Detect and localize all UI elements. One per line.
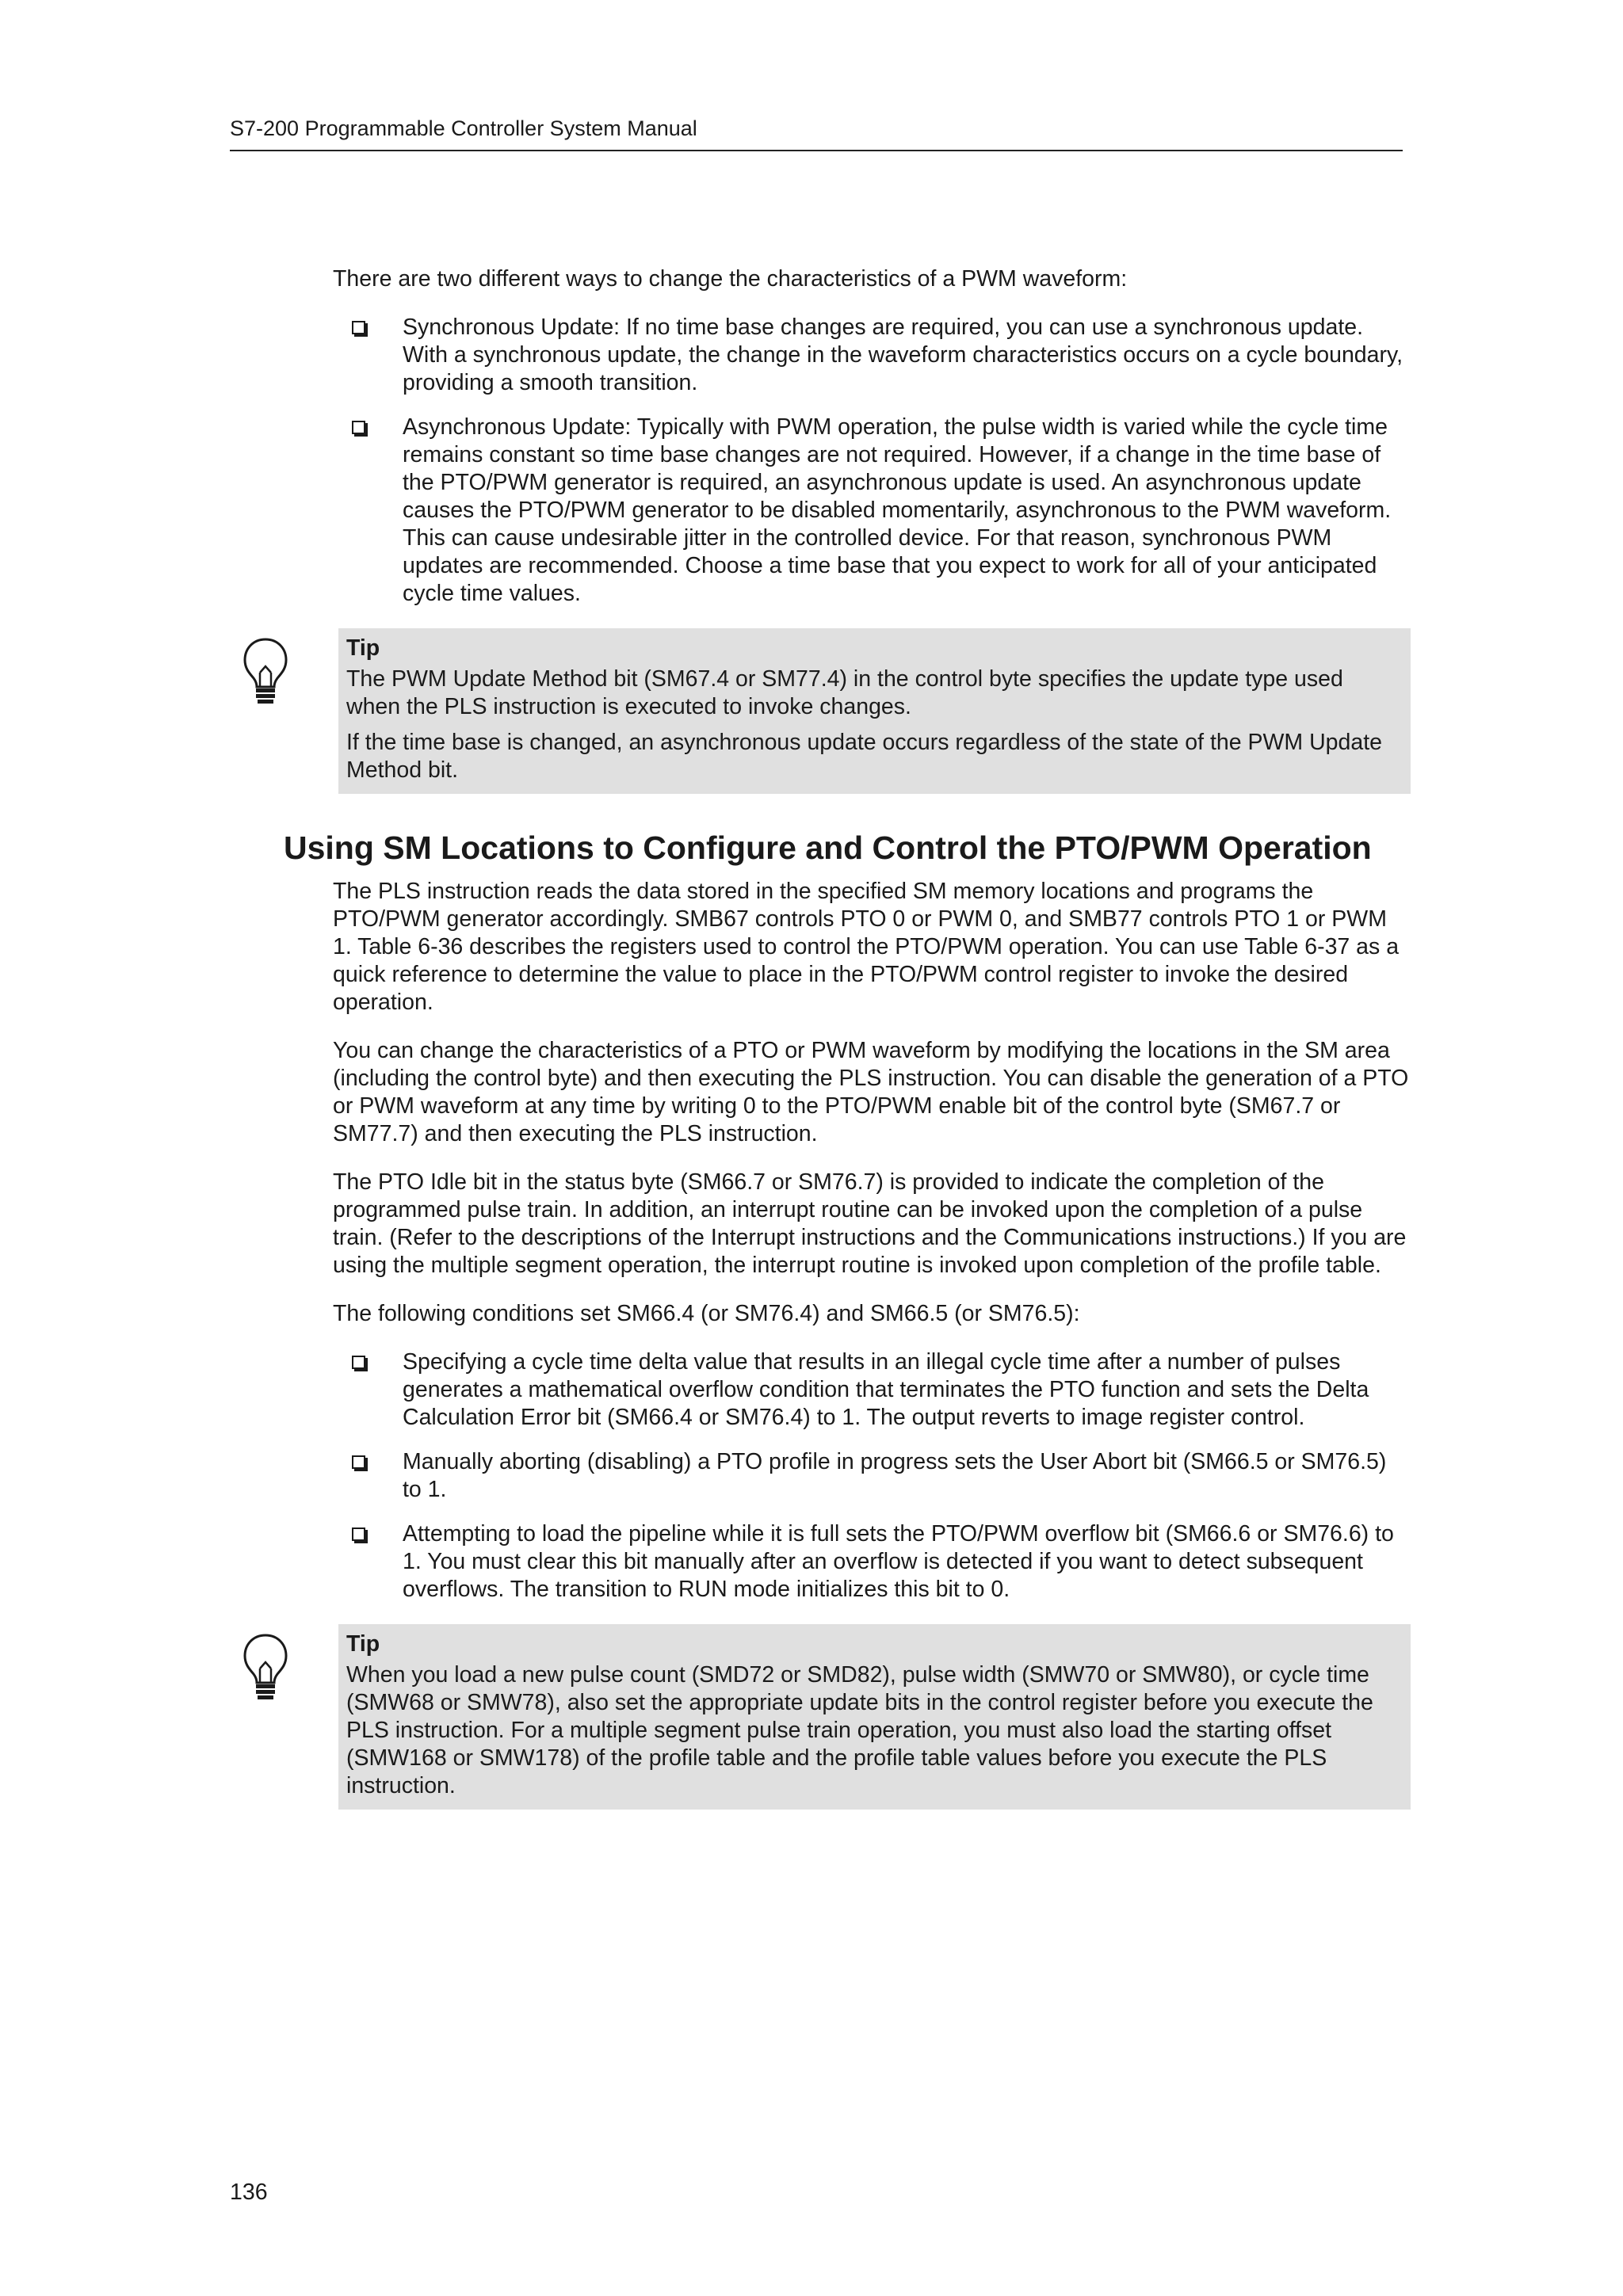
tip-block-update-bits xyxy=(242,1624,1411,1810)
list-item-text: Attempting to load the pipeline while it is full sets the PTO/PWM overflow bit (SM66.6 or SM76.6) to 1. You must clear this bit manually after an overflow is detected if you want to detect subsequent overflows. The transition to RUN mode initializes this bit to 0. xyxy=(403,1521,1394,1602)
tip-paragraph: The PWM Update Method bit (SM67.4 or SM77.4) in the control byte specifies the update type used when the PLS instruction is executed to invoke changes. xyxy=(346,666,1343,719)
page-content xyxy=(284,265,1411,1844)
tip-title: Tip xyxy=(346,635,380,661)
section-paragraph: The following conditions set SM66.4 (or SM76.4) and SM66.5 (or SM76.5): xyxy=(333,1301,1080,1326)
conditions-list xyxy=(333,1348,1411,1604)
checkbox-bullet-icon xyxy=(352,321,365,334)
checkbox-bullet-icon xyxy=(352,421,365,434)
list-item xyxy=(333,1348,1411,1432)
list-item-text: Asynchronous Update: Typically with PWM operation, the pulse width is varied while the cycle time remains constant so time base changes are not required. However, if a change in the time base of the PTO/PWM generator is required, an asynchronous update is used. An asynchronous update causes the PTO/PWM generator to be disabled momentarily, asynchronous to the PWM waveform. This can cause undesirable jitter in the controlled device. For that reason, synchronous PWM updates are recommended. Choose a time base that you expect to work for all of your anticipated cycle time values. xyxy=(403,414,1392,606)
page-header xyxy=(230,115,1403,151)
list-item xyxy=(333,414,1411,608)
section-heading: Using SM Locations to Configure and Control the PTO/PWM Operation xyxy=(284,830,1372,866)
intro-paragraph: There are two different ways to change the characteristics of a PWM waveform: xyxy=(333,266,1128,292)
checkbox-bullet-icon xyxy=(352,1356,365,1369)
section-paragraph: The PTO Idle bit in the status byte (SM66.7 or SM76.7) is provided to indicate the completion of the programmed pulse train. In addition, an interrupt routine can be invoked upon the completion of a pulse train. (Refer to the descriptions of the Interrupt instructions and the Communications instructions.) If you are using the multiple segment operation, the interrupt routine is invoked upon completion of the profile table. xyxy=(333,1169,1407,1278)
section-paragraph: You can change the characteristics of a PTO or PWM waveform by modifying the locations in the SM area (including the control byte) and then executing the PLS instruction. You can disable the generation of a PTO or PWM waveform at any time by writing 0 to the PTO/PWM enable bit of the control byte (SM67.7 or SM77.7) and then executing the PLS instruction. xyxy=(333,1038,1409,1146)
lightbulb-icon xyxy=(242,636,289,707)
tip-paragraph: When you load a new pulse count (SMD72 or SMD82), pulse width (SMW70 or SMW80), or cycle time (SMW68 or SMW78), also set the appropriate update bits in the control register before you execute the PLS instruction. For a multiple segment pulse train operation, you must also load the starting offset (SMW168 or SMW178) of the profile table and the profile table values before you execute the PLS instruction. xyxy=(346,1662,1373,1798)
manual-title: S7-200 Programmable Controller System Manual xyxy=(230,116,697,140)
lightbulb-icon xyxy=(242,1632,289,1703)
section-paragraph: The PLS instruction reads the data stored in the specified SM memory locations and programs the PTO/PWM generator accordingly. SMB67 controls PTO 0 or PWM 0, and SMB77 controls PTO 1 or PWM 1. Table 6-36 describes the registers used to control the PTO/PWM operation. You can use Table 6-37 as a quick reference to determine the value to place in the PTO/PWM control register to invoke the desired operation. xyxy=(333,879,1400,1015)
list-item-text: Manually aborting (disabling) a PTO profile in progress sets the User Abort bit (SM66.5 or SM76.5) to 1. xyxy=(403,1449,1387,1502)
list-item xyxy=(333,314,1411,397)
tip-title: Tip xyxy=(346,1631,380,1657)
list-item xyxy=(333,1448,1411,1504)
list-item-text: Synchronous Update: If no time base changes are required, you can use a synchronous update. With a synchronous update, the change in the waveform characteristics occurs on a cycle boundary, providing a smooth transition. xyxy=(403,315,1403,395)
list-item-text: Specifying a cycle time delta value that results in an illegal cycle time after a number of pulses generates a mathematical overflow condition that terminates the PTO function and sets the Delta Calculation Error bit (SM66.4 or SM76.4) to 1. The output reverts to image register control. xyxy=(403,1349,1369,1430)
tip-box xyxy=(338,1624,1411,1810)
tip-block-update-method xyxy=(242,628,1411,794)
checkbox-bullet-icon xyxy=(352,1455,365,1469)
update-method-list xyxy=(333,314,1411,608)
tip-paragraph: If the time base is changed, an asynchronous update occurs regardless of the state of the PWM Update Method bit. xyxy=(346,730,1382,783)
tip-box xyxy=(338,628,1411,794)
page-number: 136 xyxy=(230,2180,268,2205)
checkbox-bullet-icon xyxy=(352,1527,365,1541)
list-item xyxy=(333,1520,1411,1604)
